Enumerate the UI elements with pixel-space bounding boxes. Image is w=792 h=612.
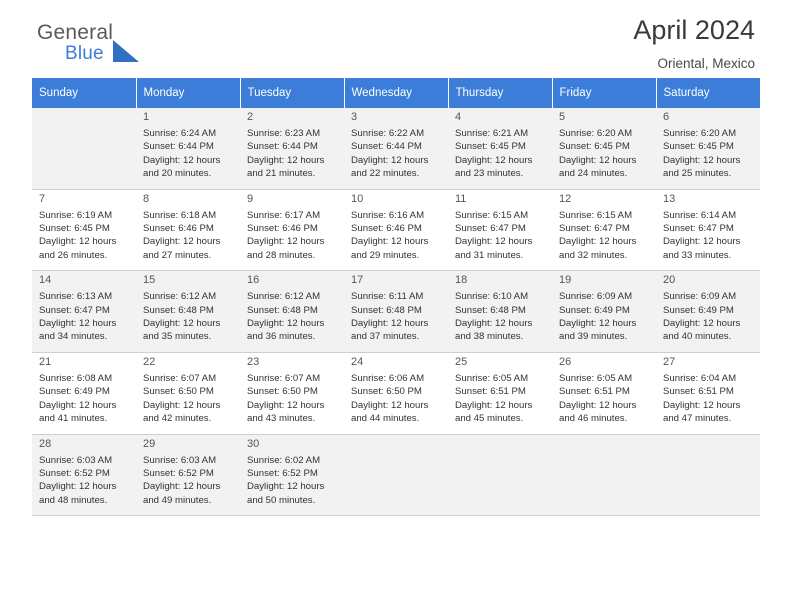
day-detail-line: Sunset: 6:51 PM: [559, 386, 630, 398]
day-detail-line: Daylight: 12 hours: [559, 318, 637, 330]
day-detail-line: Sunrise: 6:04 AM: [663, 372, 737, 384]
day-detail-line: and 39 minutes.: [559, 331, 628, 343]
day-detail-line: Sunrise: 6:02 AM: [247, 454, 321, 466]
day-detail-line: and 48 minutes.: [39, 494, 108, 506]
day-detail-line: Sunset: 6:47 PM: [39, 304, 110, 316]
day-detail-line: Sunset: 6:50 PM: [351, 386, 422, 398]
logo-text-general: General: [37, 21, 114, 44]
day-detail-line: and 31 minutes.: [455, 249, 524, 261]
weekday-header-wednesday: Wednesday: [344, 78, 448, 108]
day-detail-line: Daylight: 12 hours: [455, 154, 533, 166]
day-detail-line: Sunrise: 6:06 AM: [351, 372, 425, 384]
calendar-day-cell[interactable]: [344, 352, 448, 434]
day-detail-line: Sunset: 6:46 PM: [143, 223, 214, 235]
day-detail-line: Daylight: 12 hours: [247, 481, 325, 493]
day-detail-line: Sunrise: 6:15 AM: [559, 209, 633, 221]
day-number: [455, 438, 546, 452]
day-detail-line: Daylight: 12 hours: [559, 154, 637, 166]
day-detail-line: and 36 minutes.: [247, 331, 316, 343]
day-number: 23: [247, 355, 260, 368]
day-detail-line: Sunset: 6:45 PM: [663, 141, 734, 153]
day-detail-line: Sunset: 6:48 PM: [143, 304, 214, 316]
day-detail-line: Sunset: 6:45 PM: [559, 141, 630, 153]
day-detail-line: Daylight: 12 hours: [663, 399, 741, 411]
calendar-day-cell[interactable]: [552, 352, 656, 434]
day-detail-line: and 28 minutes.: [247, 249, 316, 261]
calendar-day-cell[interactable]: [136, 434, 240, 516]
calendar-day-cell[interactable]: [136, 108, 240, 189]
day-number: 14: [39, 274, 52, 287]
day-detail-line: and 37 minutes.: [351, 331, 420, 343]
day-number: 20: [663, 274, 676, 287]
day-detail-line: Daylight: 12 hours: [351, 154, 429, 166]
day-detail-line: and 44 minutes.: [351, 413, 420, 425]
day-detail-line: Daylight: 12 hours: [351, 236, 429, 248]
calendar-day-cell[interactable]: [656, 271, 760, 353]
day-detail-line: Sunset: 6:44 PM: [143, 141, 214, 153]
day-number: [351, 438, 442, 452]
day-number: 9: [247, 192, 254, 205]
calendar-day-cell[interactable]: [656, 108, 760, 189]
weekday-header-friday: Friday: [552, 78, 656, 108]
day-detail-line: Sunset: 6:48 PM: [455, 304, 526, 316]
calendar-week-row: [32, 108, 760, 189]
day-detail-line: Daylight: 12 hours: [143, 481, 221, 493]
day-number: 3: [351, 111, 358, 123]
weekday-header-thursday: Thursday: [448, 78, 552, 108]
day-detail-line: Sunrise: 6:17 AM: [247, 209, 321, 221]
weekday-header-tuesday: Tuesday: [240, 78, 344, 108]
day-detail-line: and 25 minutes.: [663, 168, 732, 180]
day-number: 29: [143, 437, 156, 450]
day-detail-line: and 33 minutes.: [663, 249, 732, 261]
day-number: 25: [455, 355, 468, 368]
day-number: 7: [39, 192, 46, 205]
day-detail-line: Sunset: 6:47 PM: [559, 223, 630, 235]
day-number: 15: [143, 274, 156, 287]
day-number: 27: [663, 355, 676, 368]
calendar-empty-cell: [344, 434, 448, 516]
day-detail-line: and 43 minutes.: [247, 413, 316, 425]
day-detail-line: Sunset: 6:45 PM: [39, 223, 110, 235]
day-detail-line: Daylight: 12 hours: [663, 154, 741, 166]
day-number: 10: [351, 192, 364, 205]
calendar-day-cell[interactable]: [344, 271, 448, 353]
day-detail-line: and 34 minutes.: [39, 331, 108, 343]
weekday-header-sunday: Sunday: [32, 78, 136, 108]
calendar-day-cell[interactable]: [656, 352, 760, 434]
title-block: [633, 16, 755, 71]
day-detail-line: and 26 minutes.: [39, 249, 108, 261]
day-detail-line: and 49 minutes.: [143, 494, 212, 506]
day-detail-line: Daylight: 12 hours: [663, 318, 741, 330]
day-detail-line: Sunrise: 6:03 AM: [39, 454, 113, 466]
day-number: 24: [351, 355, 364, 368]
day-detail-line: Sunset: 6:52 PM: [143, 467, 214, 479]
calendar-week-row: [32, 352, 760, 434]
day-detail-line: Daylight: 12 hours: [247, 399, 325, 411]
day-detail-line: and 40 minutes.: [663, 331, 732, 343]
day-detail-line: Sunrise: 6:12 AM: [247, 291, 321, 303]
day-detail-line: Sunrise: 6:15 AM: [455, 209, 529, 221]
day-detail-line: Sunrise: 6:08 AM: [39, 372, 113, 384]
day-number: 4: [455, 111, 462, 123]
day-detail-line: Daylight: 12 hours: [247, 236, 325, 248]
day-number: [39, 111, 130, 125]
day-detail-line: Sunrise: 6:07 AM: [143, 372, 217, 384]
calendar-empty-cell: [552, 434, 656, 516]
day-detail-line: Sunrise: 6:18 AM: [143, 209, 217, 221]
day-number: 13: [663, 192, 676, 205]
day-detail-line: Sunset: 6:44 PM: [351, 141, 422, 153]
day-detail-line: Sunrise: 6:24 AM: [143, 128, 217, 139]
page-subtitle: Oriental, Mexico: [657, 55, 755, 71]
day-detail-line: Sunrise: 6:05 AM: [559, 372, 633, 384]
day-number: [663, 438, 754, 452]
calendar-day-cell[interactable]: [448, 271, 552, 353]
weekday-header-monday: Monday: [136, 78, 240, 108]
day-detail-line: Sunrise: 6:20 AM: [663, 128, 737, 139]
day-detail-line: Daylight: 12 hours: [143, 236, 221, 248]
calendar-day-cell[interactable]: [240, 352, 344, 434]
calendar-table: [32, 78, 760, 516]
day-detail-line: and 32 minutes.: [559, 249, 628, 261]
day-number: 16: [247, 274, 260, 287]
day-detail-line: and 38 minutes.: [455, 331, 524, 343]
day-detail-line: Daylight: 12 hours: [39, 481, 117, 493]
day-detail-line: Daylight: 12 hours: [143, 399, 221, 411]
day-number: 11: [455, 192, 467, 205]
day-detail-line: Sunset: 6:45 PM: [455, 141, 526, 153]
day-detail-line: and 20 minutes.: [143, 168, 212, 180]
day-detail-line: Sunrise: 6:03 AM: [143, 454, 217, 466]
day-number: 1: [143, 111, 150, 123]
day-number: 18: [455, 274, 468, 287]
calendar-day-cell[interactable]: [32, 271, 136, 353]
calendar-day-cell[interactable]: [136, 189, 240, 271]
day-detail-line: Sunset: 6:50 PM: [247, 386, 318, 398]
day-detail-line: Daylight: 12 hours: [455, 318, 533, 330]
page-title: April 2024: [633, 15, 755, 45]
calendar-day-cell[interactable]: [136, 271, 240, 353]
day-number: 19: [559, 274, 572, 287]
day-detail-line: and 46 minutes.: [559, 413, 628, 425]
day-detail-line: Daylight: 12 hours: [39, 399, 117, 411]
day-detail-line: Daylight: 12 hours: [39, 236, 117, 248]
calendar-day-cell[interactable]: [240, 189, 344, 271]
page-header: [32, 0, 760, 78]
day-detail-line: Daylight: 12 hours: [455, 236, 533, 248]
day-detail-line: Sunset: 6:48 PM: [351, 304, 422, 316]
day-number: 26: [559, 355, 572, 368]
day-number: 6: [663, 111, 670, 123]
day-detail-line: Sunrise: 6:05 AM: [455, 372, 529, 384]
day-number: 2: [247, 111, 254, 123]
day-detail-line: Sunset: 6:47 PM: [663, 223, 734, 235]
day-number: 17: [351, 274, 364, 287]
calendar-empty-cell: [32, 108, 136, 189]
day-detail-line: and 22 minutes.: [351, 168, 420, 180]
calendar-header-row: [32, 78, 760, 108]
day-detail-line: and 35 minutes.: [143, 331, 212, 343]
day-detail-line: Sunset: 6:47 PM: [455, 223, 526, 235]
calendar-day-cell[interactable]: [448, 189, 552, 271]
calendar-day-cell[interactable]: [344, 189, 448, 271]
day-detail-line: Daylight: 12 hours: [39, 318, 117, 330]
day-detail-line: Sunrise: 6:16 AM: [351, 209, 425, 221]
day-detail-line: Sunrise: 6:10 AM: [455, 291, 529, 303]
calendar-empty-cell: [656, 434, 760, 516]
day-number: 21: [39, 355, 52, 368]
day-detail-line: Daylight: 12 hours: [143, 154, 221, 166]
day-detail-line: and 27 minutes.: [143, 249, 212, 261]
calendar-week-row: [32, 189, 760, 271]
day-detail-line: Sunrise: 6:23 AM: [247, 128, 321, 139]
calendar-day-cell[interactable]: [240, 271, 344, 353]
calendar-day-cell[interactable]: [552, 189, 656, 271]
day-number: 5: [559, 111, 566, 123]
day-detail-line: Daylight: 12 hours: [247, 318, 325, 330]
calendar-day-cell[interactable]: [448, 108, 552, 189]
day-detail-line: Sunset: 6:49 PM: [559, 304, 630, 316]
day-detail-line: and 45 minutes.: [455, 413, 524, 425]
logo: [37, 21, 114, 64]
day-number: 22: [143, 355, 156, 368]
day-detail-line: Sunset: 6:44 PM: [247, 141, 318, 153]
calendar-day-cell[interactable]: [344, 108, 448, 189]
day-detail-line: Sunrise: 6:21 AM: [455, 128, 529, 139]
day-detail-line: and 29 minutes.: [351, 249, 420, 261]
day-number: 12: [559, 192, 572, 205]
day-detail-line: Sunset: 6:46 PM: [247, 223, 318, 235]
day-detail-line: Sunset: 6:51 PM: [663, 386, 734, 398]
day-detail-line: Sunrise: 6:09 AM: [663, 291, 737, 303]
calendar-day-cell[interactable]: [552, 108, 656, 189]
day-detail-line: Sunset: 6:52 PM: [39, 467, 110, 479]
day-detail-line: and 47 minutes.: [663, 413, 732, 425]
day-detail-line: Sunrise: 6:12 AM: [143, 291, 217, 303]
day-detail-line: Sunset: 6:50 PM: [143, 386, 214, 398]
calendar-week-row: [32, 271, 760, 353]
day-detail-line: and 50 minutes.: [247, 494, 316, 506]
day-number: [559, 438, 650, 452]
day-number: 8: [143, 192, 150, 205]
calendar-day-cell[interactable]: [656, 189, 760, 271]
day-detail-line: and 24 minutes.: [559, 168, 628, 180]
day-detail-line: and 21 minutes.: [247, 168, 316, 180]
day-detail-line: Daylight: 12 hours: [455, 399, 533, 411]
day-detail-line: Daylight: 12 hours: [351, 318, 429, 330]
calendar-day-cell[interactable]: [240, 108, 344, 189]
day-detail-line: Sunrise: 6:07 AM: [247, 372, 321, 384]
calendar-empty-cell: [448, 434, 552, 516]
day-detail-line: and 41 minutes.: [39, 413, 108, 425]
triangle-logo-icon: [113, 40, 139, 62]
day-detail-line: Sunrise: 6:22 AM: [351, 128, 425, 139]
logo-text-blue: Blue: [65, 43, 104, 64]
day-detail-line: Sunset: 6:48 PM: [247, 304, 318, 316]
day-detail-line: Daylight: 12 hours: [559, 399, 637, 411]
calendar-day-cell[interactable]: [32, 434, 136, 516]
day-detail-line: and 42 minutes.: [143, 413, 212, 425]
day-detail-line: Sunrise: 6:13 AM: [39, 291, 113, 303]
weekday-header-saturday: Saturday: [656, 78, 760, 108]
day-detail-line: Sunset: 6:49 PM: [39, 386, 110, 398]
day-number: 28: [39, 437, 52, 450]
calendar-day-cell[interactable]: [136, 352, 240, 434]
day-detail-line: Daylight: 12 hours: [559, 236, 637, 248]
calendar-week-row: [32, 434, 760, 516]
day-detail-line: Sunrise: 6:09 AM: [559, 291, 633, 303]
day-detail-line: Sunrise: 6:11 AM: [351, 291, 424, 303]
day-detail-line: Daylight: 12 hours: [663, 236, 741, 248]
day-detail-line: Sunset: 6:51 PM: [455, 386, 526, 398]
calendar-day-cell[interactable]: [32, 352, 136, 434]
calendar-day-cell[interactable]: [552, 271, 656, 353]
calendar-day-cell[interactable]: [32, 189, 136, 271]
day-detail-line: Sunset: 6:49 PM: [663, 304, 734, 316]
day-detail-line: Sunset: 6:46 PM: [351, 223, 422, 235]
day-detail-line: Daylight: 12 hours: [143, 318, 221, 330]
calendar-day-cell[interactable]: [240, 434, 344, 516]
day-number: 30: [247, 437, 260, 450]
day-detail-line: Daylight: 12 hours: [247, 154, 325, 166]
day-detail-line: Sunrise: 6:14 AM: [663, 209, 737, 221]
calendar-day-cell[interactable]: [448, 352, 552, 434]
day-detail-line: Daylight: 12 hours: [351, 399, 429, 411]
day-detail-line: Sunrise: 6:19 AM: [39, 209, 113, 221]
day-detail-line: Sunrise: 6:20 AM: [559, 128, 633, 139]
day-detail-line: and 23 minutes.: [455, 168, 524, 180]
day-detail-line: Sunset: 6:52 PM: [247, 467, 318, 479]
